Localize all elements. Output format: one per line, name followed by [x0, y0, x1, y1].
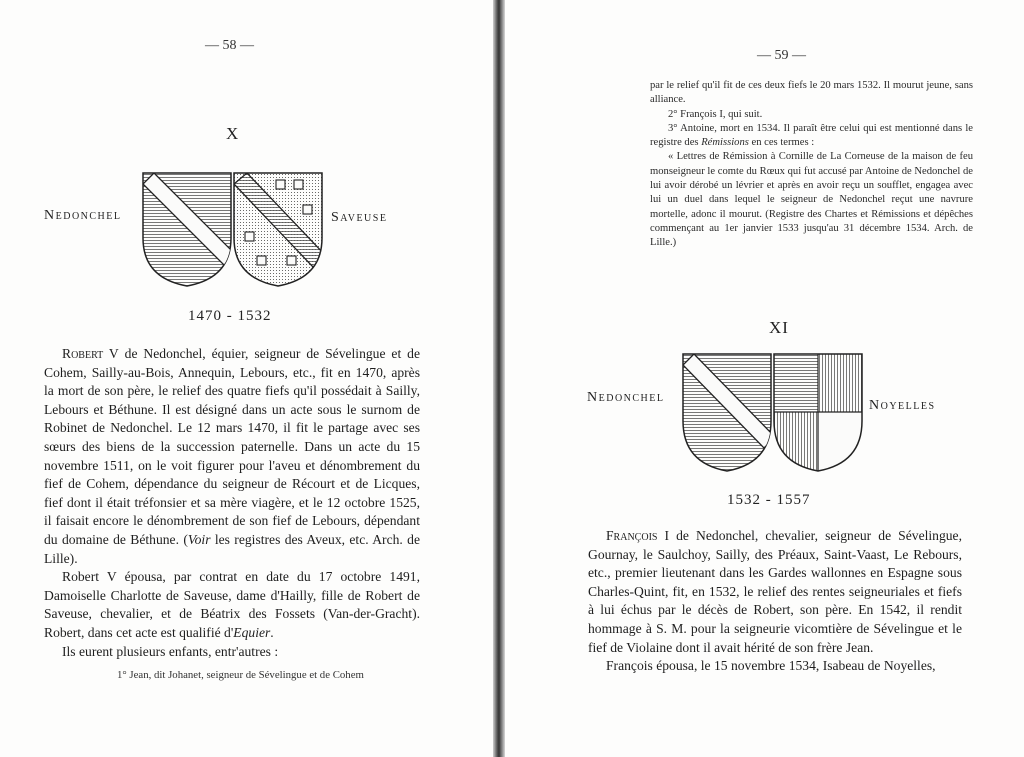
quotation: « Lettres de Rémission à Cornille de La Corneuse de la maison de feu monseigneur le comte du Rœux qui fut accusé par Antoine de Nedonchel de lui avoir dérobé un lévrier et après en avoir reçu un soufflet, engagea avec lui un duel dans lequel le seigneur de Nedonchel reçut une navrure mortelle, adonc il mourut. (Registre des Chartes et Rémissions et dépêches commençant au 1er janvier 1533 jusqu'au 31 décembre 1534. Arch. de Lille.)	[650, 151, 973, 249]
date-range: 1532 - 1557	[727, 492, 811, 508]
right-page	[503, 0, 1024, 757]
paragraph-text: en ces termes :	[748, 137, 815, 149]
paragraph-text: Robert V épousa, par contrat en date du 17 octobre 1491, Damoiselle Charlotte de Saveuse, dame d'Hailly, fille de Robert de Saveuse, chevalier, et de Béatrix des Fossets (Van-der-Gracht). Robert, dans cet acte est qualifié d'	[44, 569, 420, 640]
name-lead: François I	[606, 528, 670, 543]
nedonchel-shield	[143, 173, 235, 286]
section-number: XI	[769, 318, 789, 337]
family-name-left: Nedonchel	[44, 208, 122, 223]
top-text	[650, 79, 973, 251]
paragraph: François épousa, le 15 novembre 1534, Isabeau de Noyelles,	[606, 658, 936, 674]
page-number: — 59 —	[757, 48, 806, 63]
left-page	[0, 0, 497, 757]
paragraph	[44, 568, 420, 642]
italic-word: Voir	[187, 531, 211, 547]
paragraph-text: les registres des Aveux, etc. Arch. de Lille).	[44, 531, 420, 566]
coat-of-arms-illustration	[680, 351, 868, 475]
date-range: 1470 - 1532	[188, 308, 272, 324]
paragraph: 2° François I, qui suit.	[668, 108, 763, 120]
paragraph	[44, 345, 420, 568]
family-name-right: Saveuse	[331, 210, 388, 225]
paragraph	[650, 122, 973, 151]
paragraph: Ils eurent plusieurs enfants, entr'autres :	[62, 643, 279, 659]
child-entry: 1° Jean, dit Johanet, seigneur de Sévelingue et de Cohem	[117, 669, 364, 681]
name-lead: Robert V	[62, 346, 119, 361]
nedonchel-shield	[683, 354, 775, 471]
noyelles-shield	[774, 354, 862, 474]
paragraph-text: de Nedonchel, chevalier, seigneur de Sévelingue, Gournay, le Saulchoy, Sailly, des Préaux, Saint-Vaast, Le Rebours, etc., premier lieutenant dans les Gardes wallonnes en Espagne sous Charles-Quint, fit, en 1532, le relief des rentes seigneuriales et fiefs à lui échus par le décès de Robert, son père. En 1542, il rendit hommage à S. M. pour la seigneurie vicomtière de Sévelingue et le fief de Violaine dont il avait hérité de son frère Jean.	[588, 528, 962, 655]
page-number: — 58 —	[205, 38, 254, 53]
italic-word: Rémissions	[701, 137, 749, 149]
family-name-right: Noyelles	[869, 398, 936, 413]
section-number: X	[226, 124, 240, 143]
saveuse-shield	[234, 173, 326, 286]
main-text	[588, 527, 962, 676]
paragraph-text: .	[270, 624, 274, 640]
paragraph: par le relief qu'il fit de ces deux fiefs le 20 mars 1532. Il mourut jeune, sans alliance.	[650, 80, 973, 106]
coat-of-arms-illustration	[140, 170, 328, 290]
italic-word: Equier	[233, 624, 271, 640]
paragraph	[588, 527, 962, 657]
paragraph-text: de Nedonchel, équier, seigneur de Sévelingue et de Cohem, Sailly-au-Bois, Annequin, Lebours, etc., fit en 1470, après la mort de son père, le relief des quatre fiefs qu'il possédait à Sailly, Lebours et Béthune. Il est désigné dans un acte sous le surnom de Robinet de Nedonchel. Le 12 mars 1470, il fit le partage avec ses sœurs des biens de la succession paternelle. Dans un acte du 15 novembre 1511, on le voit figurer pour l'aveu et dénombrement du fief de Cohem, dépendance du seigneur de Récourt et de Licques, fief dont il était tréfonsier et sa mère viagère, et le 12 octobre 1525, il faisait encore le dénombrement de son fief de Lebours, dépendant du domaine de Béthune. (	[44, 346, 420, 547]
paragraph-text: 3° Antoine, mort en 1534. Il paraît être celui qui est mentionné dans le registre des	[650, 122, 973, 149]
main-text	[44, 345, 420, 661]
family-name-left: Nedonchel	[587, 390, 665, 405]
